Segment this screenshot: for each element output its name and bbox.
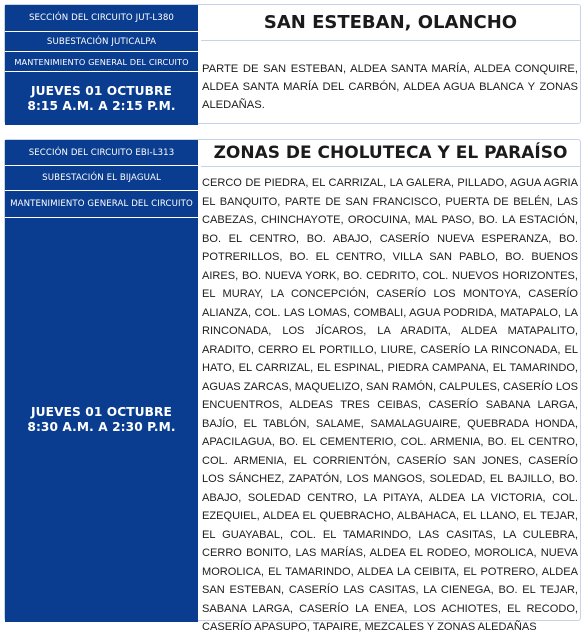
area-title: SAN ESTEBAN, OLANCHO — [201, 5, 580, 41]
maintenance-label: MANTENIMIENTO GENERAL DEL CIRCUITO — [5, 191, 198, 218]
content-column — [201, 5, 580, 123]
time-label: 8:30 A.M. A 2:30 P.M. — [27, 420, 176, 434]
circuit-section-label: SECCIÓN DEL CIRCUITO JUT-L380 — [5, 5, 198, 32]
circuit-section-label: SECCIÓN DEL CIRCUITO EBI-L313 — [5, 140, 198, 166]
content-column — [201, 140, 580, 633]
affected-areas-text: PARTE DE SAN ESTEBAN, ALDEA SANTA MARÍA, ALDEA CONQUIRE, ALDEA SANTA MARÍA DEL CARBÓN, ALDEA AGUA BLANCA Y ZONAS ALEDAÑAS. — [202, 63, 578, 111]
info-column — [5, 140, 198, 620]
time-label: 8:15 A.M. A 2:15 P.M. — [27, 98, 176, 113]
affected-areas-text: CERCO DE PIEDRA, EL CARRIZAL, LA GALERA, PILLADO, AGUA AGRIA EL BANQUITO, PARTE DE SAN FRANCISCO, PUERTA DE BELÉN, LAS CABEZAS, CHINCHAYOTE, OROCUINA, MAL PASO, BO. LA ESTACIÓN, BO. EL CENTRO, BO. ABAJO, CASERÍO NUEVA ESPERANZA, BO. POTRERILLOS, BO. EL CENTRO, VILLA SAN PABLO, BO. BUENOS AIRES, BO. NUEVA YORK, BO. CEDRITO, COL. NUEVOS HORIZONTES, EL MURAY, LA CONCEPCIÓN, CASERÍO LOS MONTOYA, CASERÍO ALIANZA, COL. LAS LOMAS, COMBALI, AGUA PODRIDA, MATAPALO, LA RINCONADA, LOS JÍCAROS, LA ARADITA, ALDEA MATAPALITO, ARADITO, CERRO EL PORTILLO, LIURE, CASERÍO LA RINCONADA, EL HATO, EL CARRIZAL, EL ESPINAL, PIEDRA CAMPANA, EL TAMARINDO, AGUAS ZARCAS, MAQUELIZO, SAN RAMÓN, CALPULES, CASERÍO LOS ENCUENTROS, ALDEAS TRES CEIBAS, CASERÍO SABANA LARGA, BAJÍO, EL TABLÓN, SALAME, SAMALAGUAIRE, QUEBRADA HONDA, APACILAGUA, BO. EL CEMENTERIO, COL. ARMENIA, BO. EL CENTRO, COL. ARMENIA, EL CORRIENTÓN, CASERÍO SAN JONES, CASERÍO LOS SÁNCHEZ, ZAPATÓN, LOS MANGOS, SOLEDAD, EL BAJILLO, BO. ABAJO, SOLEDAD CENTRO, LA PITAYA, ALDEA LA VICTORIA, COL. EZEQUIEL, ALDEA EL QUEBRACHO, ALBAHACA, EL LLANO, EL TEJAR, EL GUAYABAL, COL. EL TAMARINDO, LAS CASITAS, LA CULEBRA, CERRO BONITO, LAS MARÍAS, ALDEA EL RODEO, MOROLICA, NUEVA MOROLICA, EL TAMARINDO, ALDEA LA CEIBITA, EL POTRERO, ALDEA SAN ESTEBAN, CASERÍO LAS CASITAS, LA CIENEGA, BO. EL TEJAR, SABANA LARGA, CASERÍO LA ENEA, LOS ACHIOTES, EL RECODO, CASERÍO APASUPO, TAPAIRE, MEZCALES Y ZONAS ALEDAÑAS — [202, 177, 578, 633]
info-column — [5, 5, 198, 123]
date-label: JUEVES 01 OCTUBRE — [31, 405, 172, 419]
schedule-cell — [5, 72, 198, 125]
outage-card-san-esteban — [4, 4, 581, 124]
area-title: ZONAS DE CHOLUTECA Y EL PARAÍSO — [201, 140, 580, 167]
outage-card-choluteca — [4, 139, 581, 633]
schedule-cell — [5, 218, 198, 622]
substation-label: SUBESTACIÓN EL BIJAGUAL — [5, 166, 198, 191]
substation-label: SUBESTACIÓN JUTICALPA — [5, 32, 198, 52]
date-label: JUEVES 01 OCTUBRE — [31, 83, 172, 98]
maintenance-label: MANTENIMIENTO GENERAL DEL CIRCUITO — [5, 52, 198, 72]
